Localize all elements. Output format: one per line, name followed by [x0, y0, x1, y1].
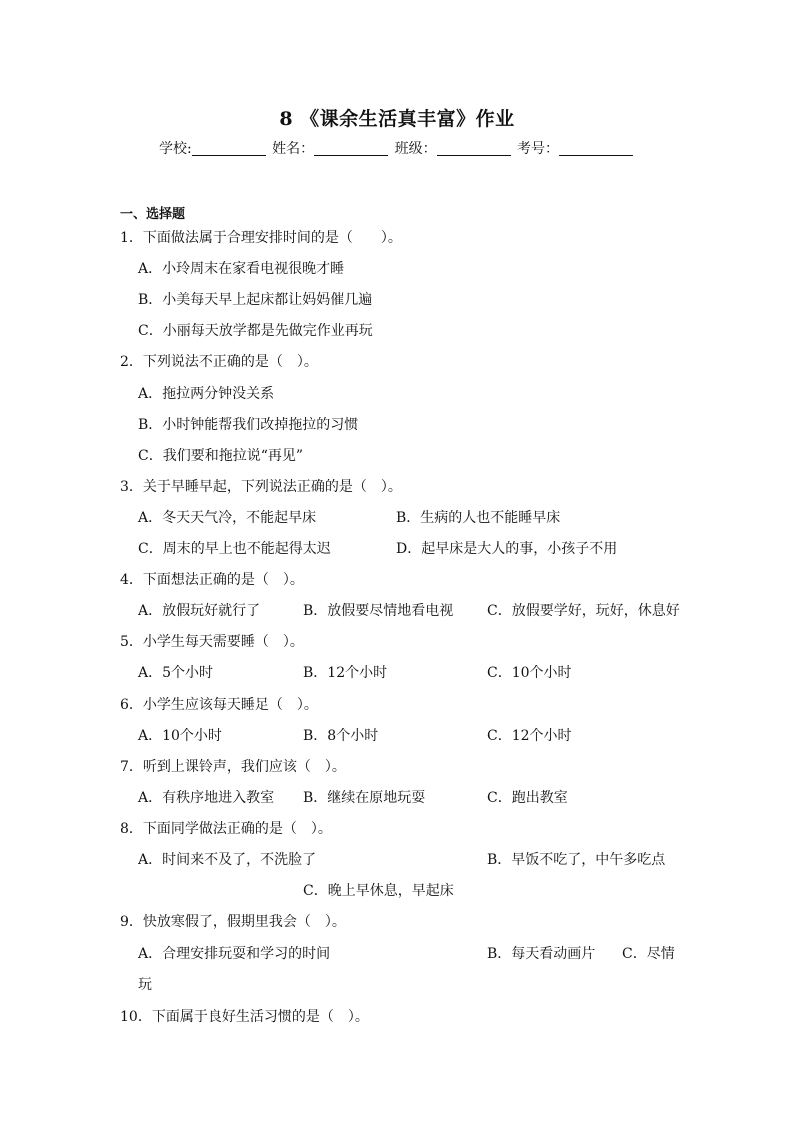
- question-stem: 6．小学生应该每天睡足（ ）。: [120, 697, 318, 713]
- option-b: B．每天看动画片: [487, 946, 596, 962]
- option-c: C．10个小时: [487, 665, 572, 681]
- question-stem: 7．听到上课铃声，我们应该（ ）。: [120, 759, 346, 775]
- option-a: A．拖拉两分钟没关系: [138, 386, 275, 402]
- option-a: A．5个小时: [138, 665, 214, 681]
- option-c: C．12个小时: [487, 728, 572, 744]
- question-stem: 8．下面同学做法正确的是（ ）。: [120, 821, 332, 837]
- exam-number-label: 考号：: [517, 141, 560, 157]
- question-stem: 4．下面想法正确的是（ ）。: [120, 572, 304, 588]
- exam-number-blank[interactable]: [559, 141, 633, 156]
- option-b: B．生病的人也不能睡早床: [396, 510, 561, 526]
- class-blank[interactable]: [437, 141, 511, 156]
- option-b: B．放假要尽情地看电视: [303, 603, 454, 619]
- school-blank[interactable]: [192, 141, 266, 156]
- option-c: C．小丽每天放学都是先做完作业再玩: [138, 323, 373, 339]
- option-b: B．小美每天早上起床都让妈妈催几遍: [138, 292, 373, 308]
- question-stem: 5．小学生每天需要睡（ ）。: [120, 634, 304, 650]
- question-stem: 2．下列说法不正确的是（ ）。: [120, 354, 318, 370]
- section-title: 一、选择题: [120, 207, 186, 222]
- option-d: D．起早床是大人的事，小孩子不用: [396, 541, 618, 557]
- option-b: B．继续在原地玩耍: [303, 790, 426, 806]
- question-stem: 3．关于早睡早起，下列说法正确的是（ ）。: [120, 479, 402, 495]
- option-c: C．跑出教室: [487, 790, 568, 806]
- option-c: C．周末的早上也不能起得太迟: [138, 541, 331, 557]
- option-c: C．晚上早休息，早起床: [303, 883, 454, 899]
- option-a: A．10个小时: [138, 728, 222, 744]
- name-label: 姓名：: [272, 141, 315, 157]
- option-a: A．冬天天气冷，不能起早床: [138, 510, 317, 526]
- question-stem: 10．下面属于良好生活习惯的是（ ）。: [120, 1009, 369, 1025]
- option-a: A．时间来不及了，不洗脸了: [138, 852, 317, 868]
- option-c: C．我们要和拖拉说“再见”: [138, 448, 304, 464]
- page-title: 8 《课余生活真丰富》作业: [279, 108, 515, 130]
- student-info-line: [0, 138, 794, 158]
- option-c: C．尽情: [622, 946, 675, 962]
- name-blank[interactable]: [314, 141, 388, 156]
- class-label: 班级：: [394, 141, 437, 157]
- option-a: A．合理安排玩耍和学习的时间: [138, 946, 331, 962]
- option-b: B．8个小时: [303, 728, 379, 744]
- option-c: C．放假要学好，玩好，休息好: [487, 603, 680, 619]
- question-stem: 1．下面做法属于合理安排时间的是（ ）。: [120, 230, 402, 246]
- option-b: B．早饭不吃了，中午多吃点: [487, 852, 666, 868]
- option-c-continuation: 玩: [138, 977, 152, 993]
- option-a: A．有秩序地进入教室: [138, 790, 275, 806]
- question-stem: 9．快放寒假了，假期里我会（ ）。: [120, 914, 346, 930]
- option-a: A．小玲周末在家看电视很晚才睡: [138, 261, 345, 277]
- option-b: B．小时钟能帮我们改掉拖拉的习惯: [138, 417, 359, 433]
- school-label: 学校:: [158, 141, 192, 157]
- option-b: B．12个小时: [303, 665, 388, 681]
- option-a: A．放假玩好就行了: [138, 603, 261, 619]
